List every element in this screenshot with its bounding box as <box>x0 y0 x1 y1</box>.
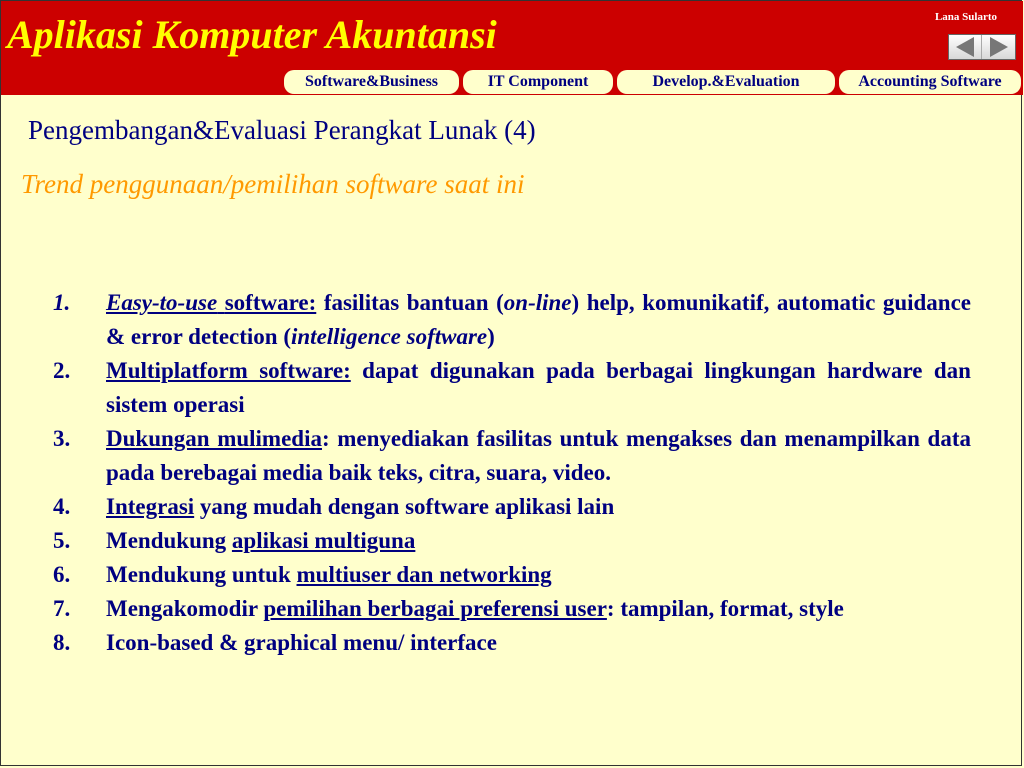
item-text <box>106 626 971 660</box>
item-number: 1. <box>53 290 71 315</box>
section-tabs <box>1 70 1023 95</box>
tab-accounting-software[interactable]: Accounting Software <box>839 70 1021 94</box>
triangle-right-icon <box>990 37 1008 57</box>
author-name: Lana Sularto <box>934 11 997 23</box>
app-title: Aplikasi Komputer Akuntansi <box>7 12 497 57</box>
item-text <box>106 558 971 592</box>
item-closing: ) <box>487 324 495 349</box>
list-item <box>53 592 971 626</box>
item-text <box>106 592 971 626</box>
list-item <box>53 422 971 490</box>
tab-develop-evaluation[interactable]: Develop.&Evaluation <box>617 70 835 94</box>
item-keyword: Dukungan mulimedia <box>106 426 322 451</box>
trend-list <box>53 286 971 660</box>
slide-navigation <box>948 34 1016 60</box>
item-description: dapat digunakan pada berbagai lingkungan hardware dan sistem operasi <box>106 358 971 417</box>
item-number: 6. <box>53 562 71 587</box>
item-number: 8. <box>53 630 71 655</box>
list-item <box>53 490 971 524</box>
list-item <box>53 286 971 354</box>
item-number: 3. <box>53 426 71 451</box>
item-number: 7. <box>53 596 71 621</box>
item-text <box>106 524 971 558</box>
triangle-left-icon <box>956 37 974 57</box>
item-keyword: aplikasi multiguna <box>231 528 416 553</box>
item-description: Icon-based & graphical menu/ interface <box>106 630 497 655</box>
item-text <box>106 490 971 524</box>
content-subtitle: Trend penggunaan/pemilihan software saat ini <box>21 169 525 199</box>
tab-software-business[interactable]: Software&Business <box>284 70 459 94</box>
item-text <box>106 354 971 422</box>
item-description: Mendukung <box>106 528 232 553</box>
item-description: : menyediakan fasilitas untuk mengakses dan menampilkan data pada berebagai media baik teks, citra, suara, video. <box>106 426 971 485</box>
previous-slide-button[interactable] <box>949 35 982 59</box>
content-title: Pengembangan&Evaluasi Perangkat Lunak (4) <box>28 115 536 145</box>
tab-it-component[interactable]: IT Component <box>463 70 613 94</box>
next-slide-button[interactable] <box>982 35 1015 59</box>
item-number: 2. <box>53 358 71 383</box>
item-description: Mengakomodir <box>106 596 264 621</box>
item-description: Mendukung untuk <box>106 562 297 587</box>
item-number: 4. <box>53 494 71 519</box>
item-number: 5. <box>53 528 71 553</box>
item-description: fasilitas bantuan ( <box>323 290 504 315</box>
item-keyword: multiuser dan networking <box>296 562 552 587</box>
header-bar <box>1 1 1023 95</box>
item-description: yang mudah dengan software aplikasi lain <box>194 494 615 519</box>
list-item <box>53 354 971 422</box>
item-text <box>106 422 971 490</box>
item-emphasis-2: intelligence software <box>291 324 488 349</box>
list-item <box>53 558 971 592</box>
item-description-cont: ) help, komunikatif, automatic guidance & error detection ( <box>106 290 972 349</box>
item-emphasis: on-line <box>503 290 572 315</box>
item-text <box>106 286 971 354</box>
item-keyword: pemilihan berbagai preferensi user <box>263 596 607 621</box>
item-keyword: Integrasi <box>106 494 195 519</box>
item-keyword-suffix: software: <box>224 290 317 315</box>
item-keyword: Multiplatform software: <box>106 358 351 383</box>
list-item <box>53 524 971 558</box>
item-description-cont: : tampilan, format, style <box>606 596 844 621</box>
list-item <box>53 626 971 660</box>
item-keyword: Easy-to-use <box>106 290 218 315</box>
